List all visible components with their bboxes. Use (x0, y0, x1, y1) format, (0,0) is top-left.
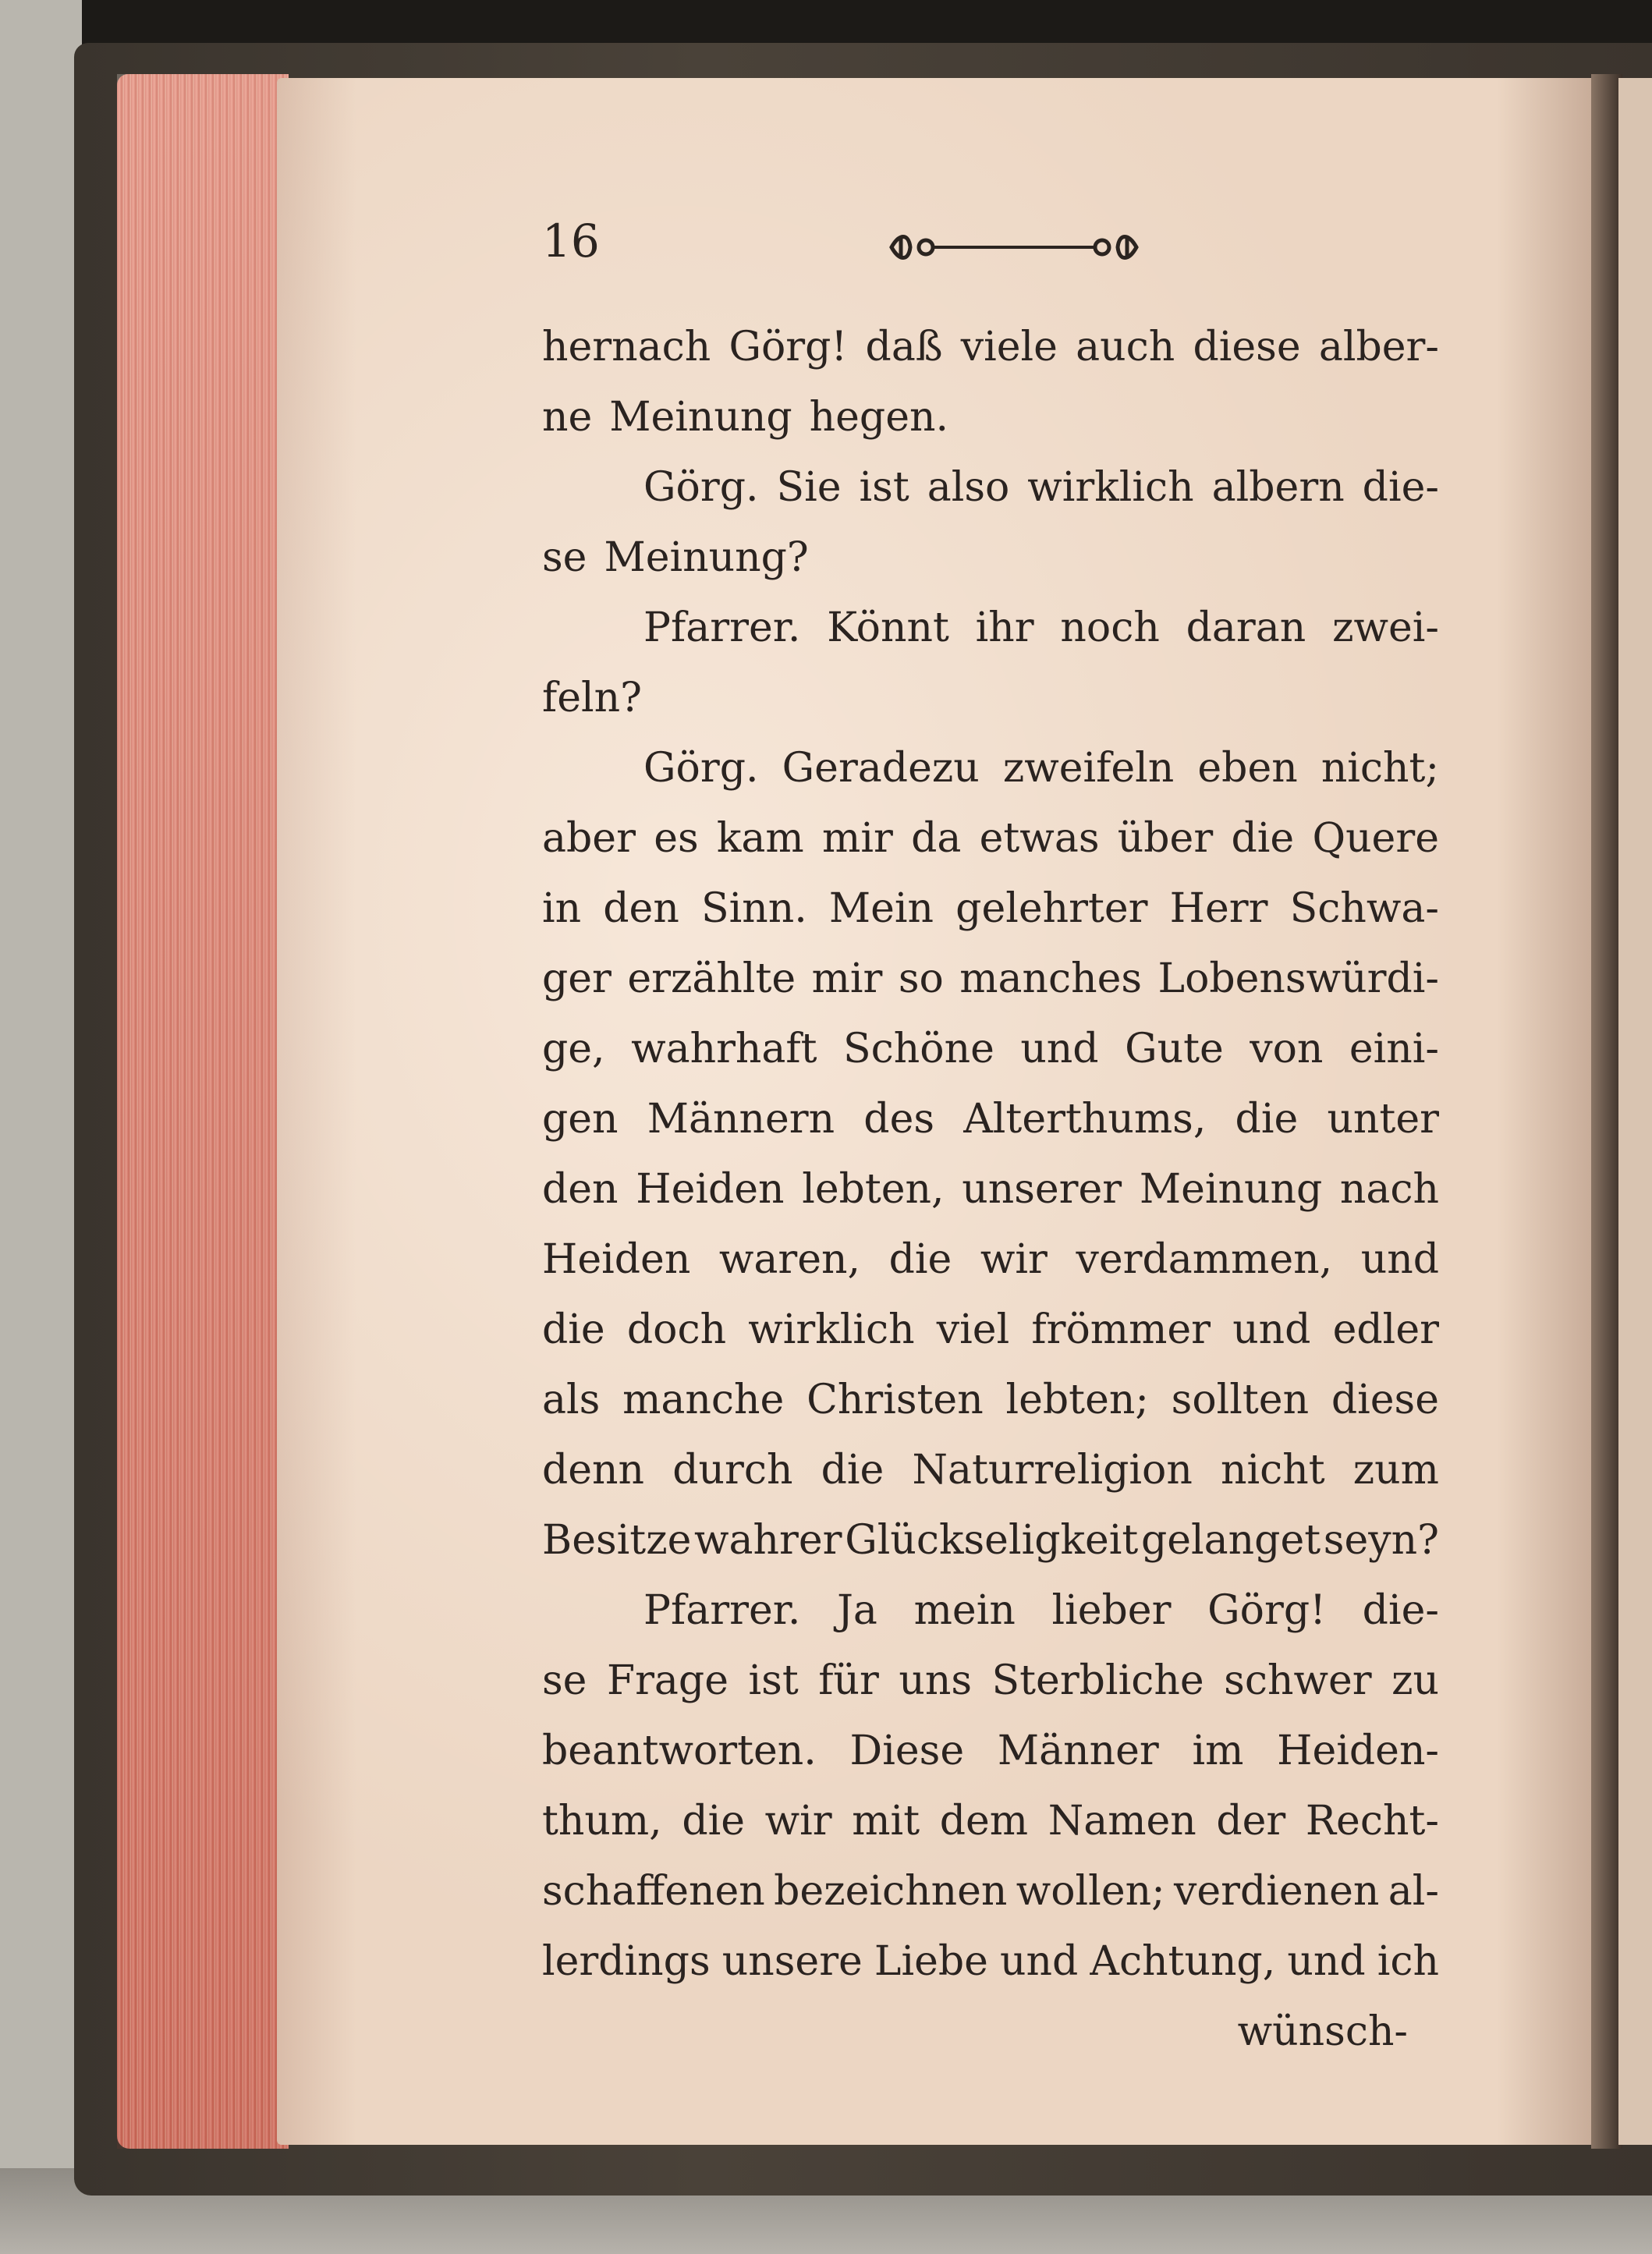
text-line: ne Meinung hegen. (542, 394, 949, 441)
text-line: Pfarrer. Ja mein lieber Görg! die- (643, 1587, 1439, 1634)
text-line: gen Männern des Alterthums, die unter (542, 1096, 1439, 1143)
text-line: se Meinung? (542, 534, 809, 581)
text-line: aber es kam mir da etwas über die Quere (542, 815, 1439, 862)
text-line: ger erzählte mir so manches Lobenswürdi- (542, 955, 1439, 1002)
page-header (542, 207, 1439, 292)
book-gutter (1591, 74, 1622, 2149)
text-line: schaffenen bezeichnen wollen; verdienen al- (542, 1868, 1439, 1915)
backdrop (0, 0, 82, 2254)
body-text (542, 312, 1439, 2067)
text-line: Görg. Geradezu zweifeln eben nicht; (643, 745, 1439, 792)
text-line: thum, die wir mit dem Namen der Recht- (542, 1798, 1439, 1845)
text-line: hernach Görg! daß viele auch diese alber- (542, 324, 1439, 370)
facing-page-edge (1618, 78, 1652, 2145)
text-line: in den Sinn. Mein gelehrter Herr Schwa- (542, 885, 1439, 932)
text-line: als manche Christen lebten; sollten diese (542, 1377, 1439, 1423)
text-line: ge, wahrhaft Schöne und Gute von eini- (542, 1026, 1439, 1072)
text-line: feln? (542, 675, 643, 721)
text-line: se Frage ist für uns Sterbliche schwer zu (542, 1657, 1439, 1704)
text-line: Pfarrer. Könnt ihr noch daran zwei- (643, 604, 1439, 651)
text-line: Görg. Sie ist also wirklich albern die- (643, 464, 1439, 511)
text-line: Besitze wahrer Glückseligkeit gelanget seyn? (542, 1517, 1439, 1564)
text-line: den Heiden lebten, unserer Meinung nach (542, 1166, 1439, 1213)
text-line: lerdings unsere Liebe und Achtung, und ich (542, 1938, 1439, 1985)
ornament-divider-icon (885, 224, 1143, 271)
text-line: die doch wirklich viel frömmer und edler (542, 1306, 1439, 1353)
page-number: 16 (542, 214, 600, 268)
page-edges-red (117, 74, 289, 2149)
catchword: wünsch- (1237, 2008, 1408, 2055)
text-line: beantworten. Diese Männer im Heiden- (542, 1728, 1439, 1774)
text-line: Heiden waren, die wir verdammen, und (542, 1236, 1439, 1283)
text-line: denn durch die Naturreligion nicht zum (542, 1447, 1439, 1494)
